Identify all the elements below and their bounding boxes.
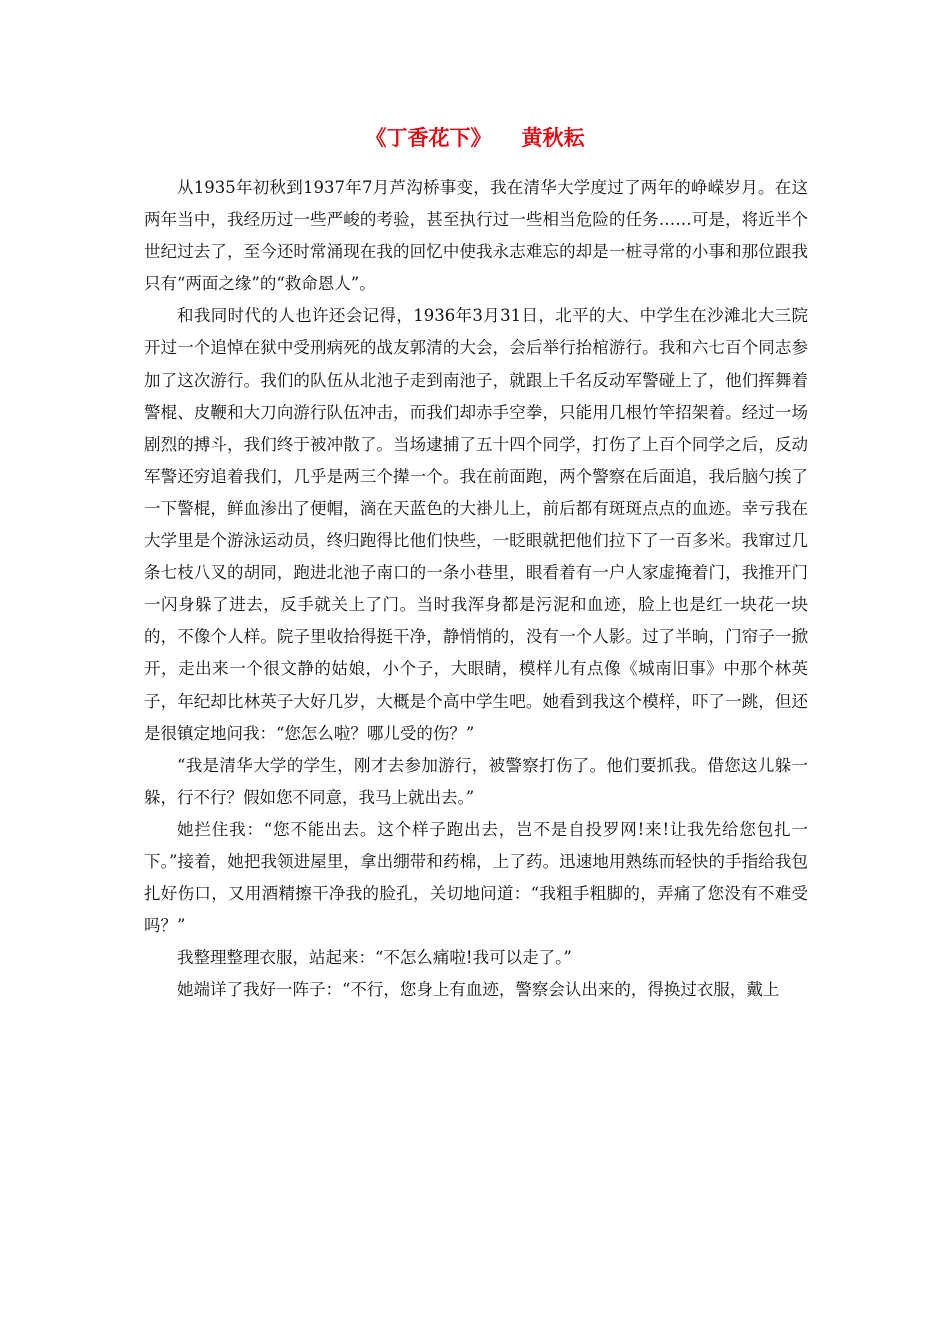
document-body <box>144 172 808 1006</box>
paragraph: 从1935年初秋到1937年7月芦沟桥事变，我在清华大学度过了两年的峥嵘岁月。在这两年当中，我经历过一些严峻的考验，甚至执行过一些相当危险的任务……可是，将近半个世纪过去了，至今还时常涌现在我的回忆中使我永志难忘的却是一桩寻常的小事和那位跟我只有“两面之缘”的“救命恩人”。 <box>144 178 808 294</box>
paragraph: 我整理整理衣服，站起来：“不怎么痛啦!我可以走了。” <box>177 948 572 968</box>
paragraph: 她拦住我：“您不能出去。这个样子跑出去，岂不是自投罗网!来!让我先给您包扎一下。”接着，她把我领进屋里，拿出绷带和药棉，上了药。迅速地用熟练而轻快的手指给我包扎好伤口，又用酒精擦干净我的脸孔，关切地问道：“我粗手粗脚的，弄痛了您没有不难受吗？” <box>144 819 808 936</box>
paragraph: “我是清华大学的学生，刚才去参加游行，被警察打伤了。他们要抓我。借您这儿躲一躲，行不行？假如您不同意，我马上就出去。” <box>144 755 808 807</box>
title-author: 黄秋耘 <box>521 126 585 150</box>
document-title <box>0 123 950 153</box>
title-work: 《丁香花下》 <box>365 126 492 150</box>
paragraph: 她端详了我好一阵子：“不行，您身上有血迹，警察会认出来的，得换过衣服，戴上 <box>177 980 780 1000</box>
paragraph: 和我同时代的人也许还会记得，1936年3月31日，北平的大、中学生在沙滩北大三院开过一个追悼在狱中受刑病死的战友郭清的大会，会后举行抬棺游行。我和六七百个同志参加了这次游行。我们的队伍从北池子走到南池子，就跟上千名反动军警碰上了，他们挥舞着警棍、皮鞭和大刀向游行队伍冲击，而我们却赤手空拳，只能用几根竹竿招架着。经过一场剧烈的搏斗，我们终于被冲散了。当场逮捕了五十四个同学，打伤了上百个同学之后，反动军警还穷追着我们，几乎是两三个撵一个。我在前面跑，两个警察在后面追，我后脑勺挨了一下警棍，鲜血渗出了便帽，滴在天蓝色的大褂儿上，前后都有斑斑点点的血迹。幸亏我在大学里是个游泳运动员，终归跑得比他们快些，一眨眼就把他们拉下了一百多米。我窜过几条七枝八叉的胡同，跑进北池子南口的一条小巷里，眼看着有一户人家虚掩着门，我推开门一闪身躲了进去，反手就关上了门。当时我浑身都是污泥和血迹，脸上也是红一块花一块的，不像个人样。院子里收拾得挺干净，静悄悄的，没有一个人影。过了半晌，门帘子一掀开，走出来一个很文静的姑娘，小个子，大眼睛，模样儿有点像《城南旧事》中那个林英子，年纪却比林英子大好几岁，大概是个高中学生吧。她看到我这个模样，吓了一跳，但还是很镇定地问我：“您怎么啦？哪儿受的伤？” <box>144 306 808 743</box>
